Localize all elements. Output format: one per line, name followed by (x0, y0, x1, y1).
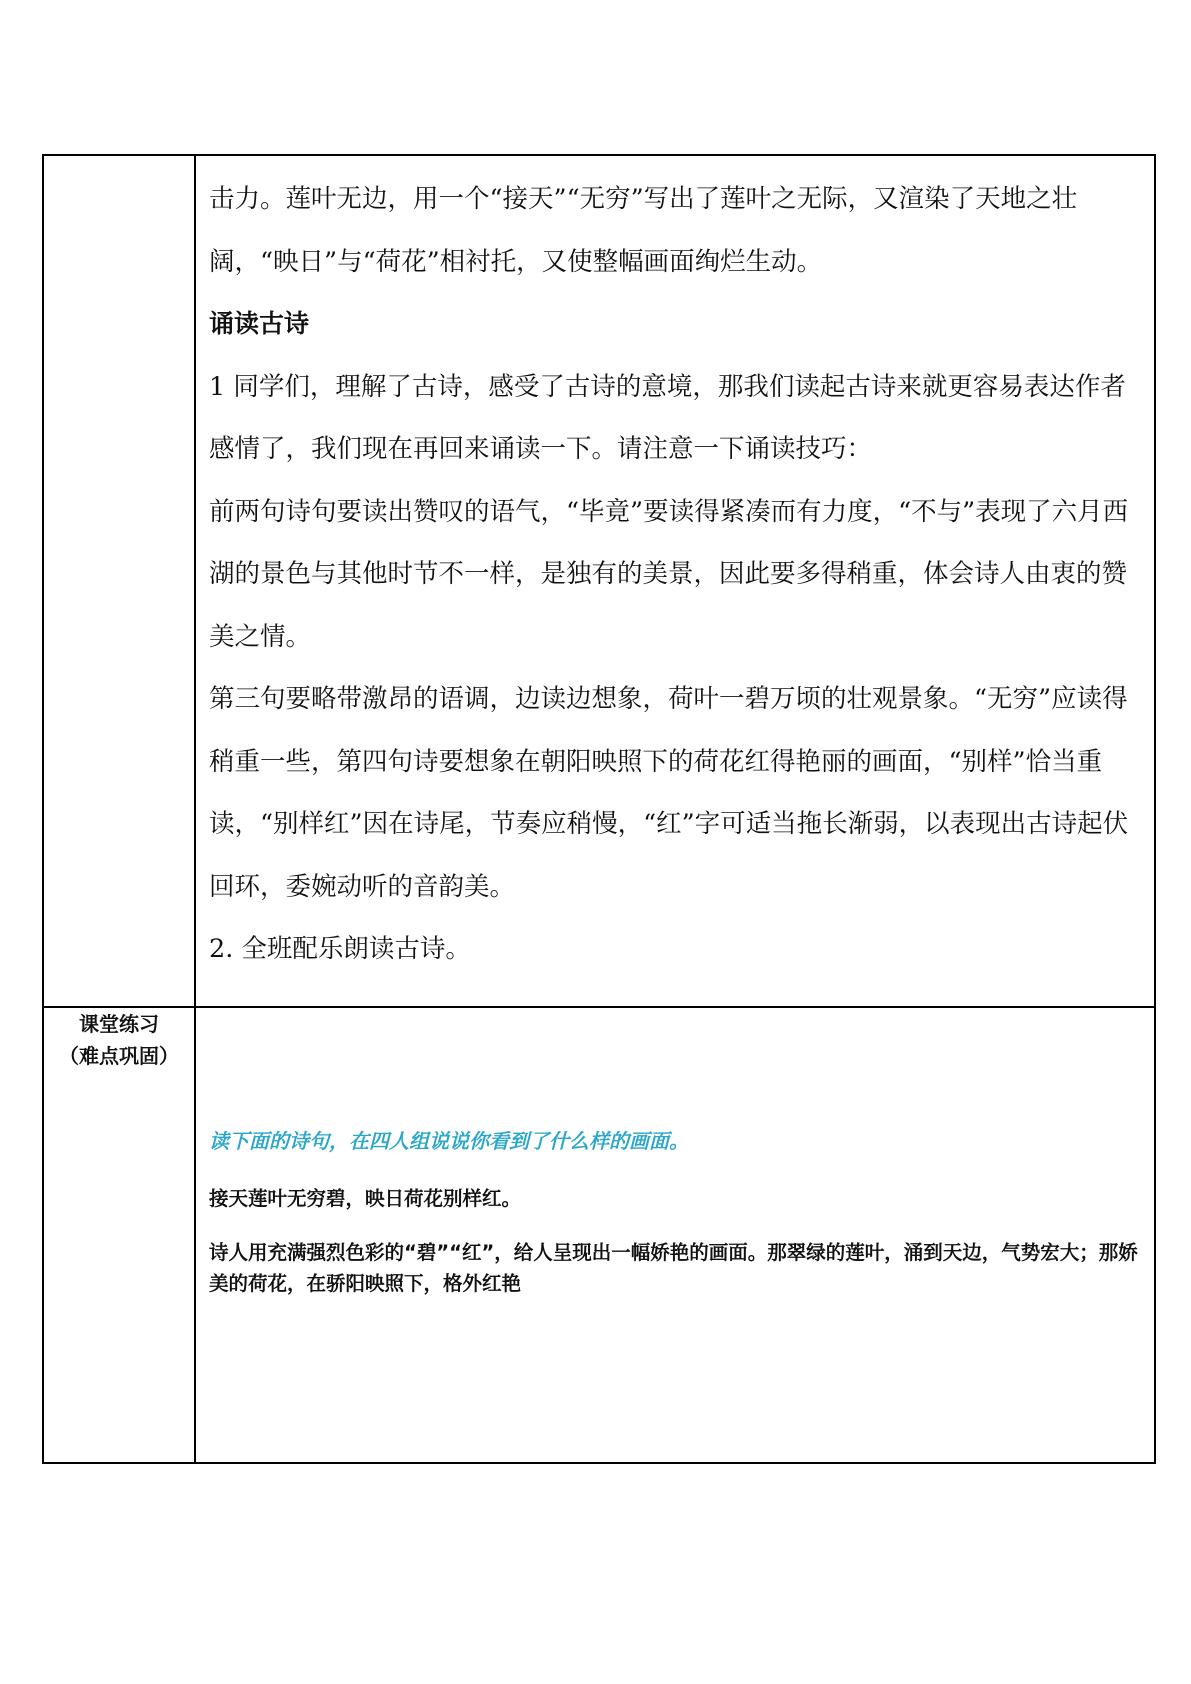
practice-label: 课堂练习 (79, 1012, 159, 1036)
paragraph-class-reading: 2. 全班配乐朗读古诗。 (209, 934, 471, 964)
lesson-plan-table (42, 154, 1156, 1464)
reading-content (196, 156, 1154, 981)
reading-row (43, 155, 1155, 1007)
practice-content-cell (195, 1007, 1155, 1463)
practice-sublabel: （难点巩固） (59, 1044, 179, 1068)
poem-explanation: 诗人用充满强烈色彩的“碧”“红”，给人呈现出一幅娇艳的画面。那翠绿的莲叶，涌到天边，气势宏大；那娇美的荷花，在骄阳映照下，格外红艳 (209, 1241, 1138, 1295)
reading-content-cell (195, 155, 1155, 1007)
reading-label-cell (43, 155, 195, 1007)
practice-instruction: 读下面的诗句，在四人组说说你看到了什么样的画面。 (209, 1129, 689, 1153)
paragraph-last-lines: 第三句要略带激昂的语调，边读边想象，荷叶一碧万顷的壮观景象。“无穷”应读得稍重一些，第四句诗要想象在朝阳映照下的荷花红得艳丽的画面，“别样”恰当重读，“别样红”因在诗尾，节奏应稍慢，“红”字可适当拖长渐弱，以表现出古诗起伏回环，委婉动听的音韵美。 (209, 684, 1129, 902)
practice-content (196, 1126, 1154, 1299)
poem-line: 接天莲叶无穷碧，映日荷花别样红。 (209, 1187, 522, 1210)
paragraph-imagery: 击力。莲叶无边，用一个“接天”“无穷”写出了莲叶之无际，又渲染了天地之壮阔，“映日”与“荷花”相衬托，又使整幅画面绚烂生动。 (209, 184, 1078, 277)
paragraph-first-lines: 前两句诗句要读出赞叹的语气，“毕竟”要读得紧凑而有力度，“不与”表现了六月西湖的景色与其他时节不一样，是独有的美景，因此要多得稍重，体会诗人由衷的赞美之情。 (209, 496, 1129, 652)
section-heading: 诵读古诗 (209, 309, 310, 338)
practice-label-cell (43, 1007, 195, 1463)
practice-row (43, 1007, 1155, 1463)
paragraph-intro: 1 同学们，理解了古诗，感受了古诗的意境，那我们读起古诗来就更容易表达作者感情了，我们现在再回来诵读一下。请注意一下诵读技巧： (209, 371, 1126, 464)
